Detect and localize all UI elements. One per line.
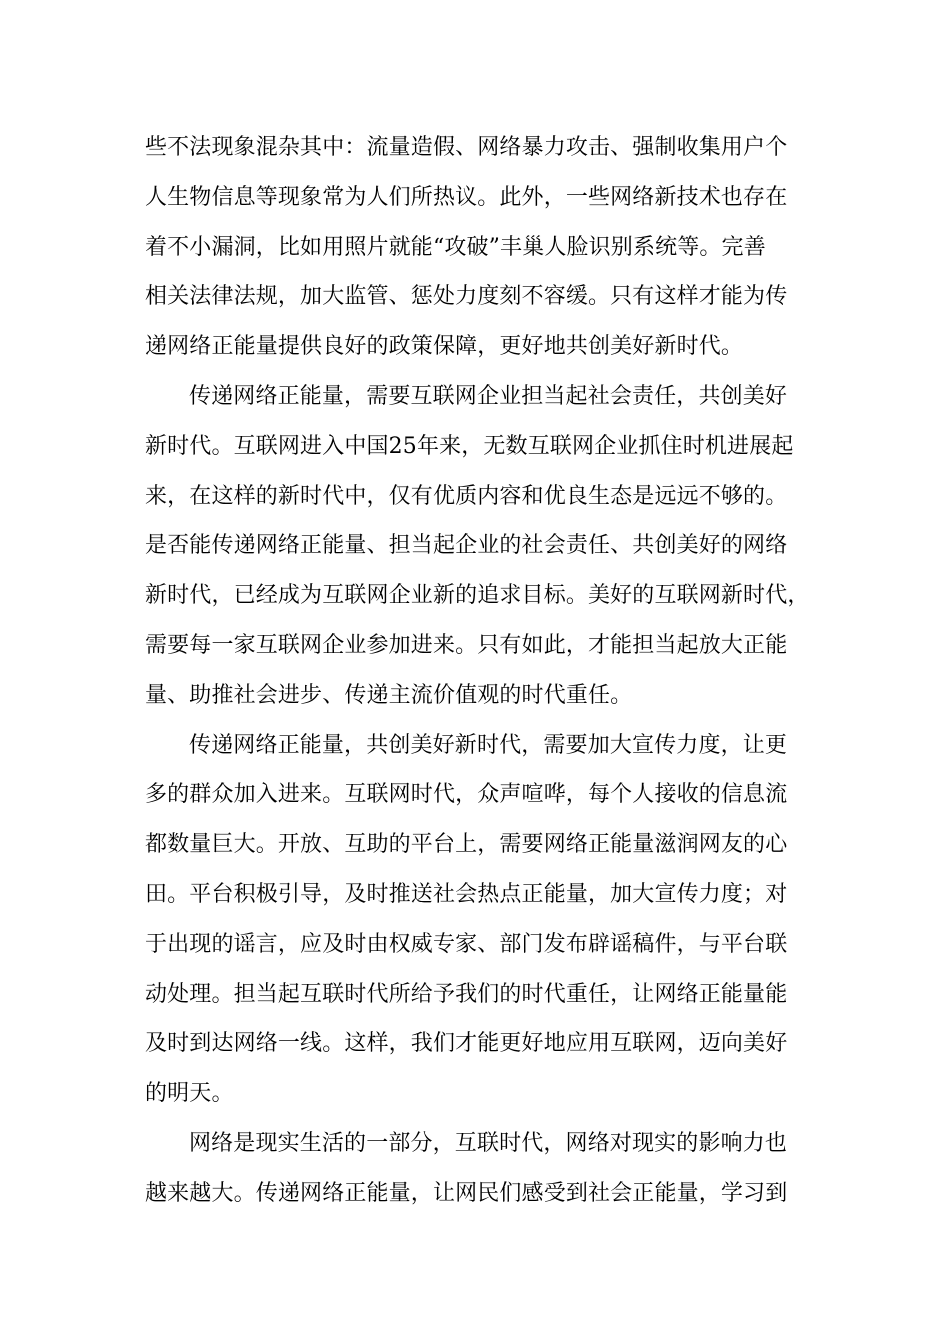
text-line: 新时代，已经成为互联网企业新的追求目标。美好的互联网新时代， xyxy=(145,583,810,609)
text-line: 都数量巨大。开放、互助的平台上，需要网络正能量滋润网友的心 xyxy=(145,832,788,858)
text-line: 量、助推社会进步、传递主流价值观的时代重任。 xyxy=(145,682,633,708)
text-line: 网络是现实生活的一部分，互联时代，网络对现实的影响力也 xyxy=(189,1130,788,1156)
text-line: 些不法现象混杂其中：流量造假、网络暴力攻击、强制收集用户个 xyxy=(145,135,788,160)
text-line: 是否能传递网络正能量、担当起企业的社会责任、共创美好的网络 xyxy=(145,533,788,559)
paragraph-4 xyxy=(145,1119,805,1219)
text-line: 人生物信息等现象常为人们所热议。此外，一些网络新技术也存在 xyxy=(145,184,788,210)
text-line: 着不小漏洞，比如用照片就能“攻破”丰巢人脸识别系统等。完善 xyxy=(145,234,766,260)
text-line: 及时到达网络一线。这样，我们才能更好地应用互联网，迈向美好 xyxy=(145,1031,788,1057)
paragraph-1 xyxy=(145,123,805,372)
text-line: 新时代。互联网进入中国25年来，无数互联网企业抓住时机进展起 xyxy=(145,433,794,459)
text-line: 需要每一家互联网企业参加进来。只有如此，才能担当起放大正能 xyxy=(145,632,788,658)
paragraph-3 xyxy=(145,721,805,1119)
text-line: 动处理。担当起互联时代所给予我们的时代重任，让网络正能量能 xyxy=(145,981,788,1007)
text-line: 于出现的谣言，应及时由权威专家、部门发布辟谣稿件，与平台联 xyxy=(145,931,788,957)
text-line: 来，在这样的新时代中，仅有优质内容和优良生态是远远不够的。 xyxy=(145,483,788,509)
text-line: 传递网络正能量，共创美好新时代，需要加大宣传力度，让更 xyxy=(189,732,788,758)
text-line: 的明天。 xyxy=(145,1081,234,1107)
text-line: 多的群众加入进来。互联网时代，众声喧哗，每个人接收的信息流 xyxy=(145,782,788,808)
text-line: 田。平台积极引导，及时推送社会热点正能量，加大宣传力度；对 xyxy=(145,881,788,907)
text-line: 相关法律法规，加大监管、惩处力度刻不容缓。只有这样才能为传 xyxy=(145,284,788,310)
text-line: 越来越大。传递网络正能量，让网民们感受到社会正能量，学习到 xyxy=(145,1180,788,1206)
text-line: 传递网络正能量，需要互联网企业担当起社会责任，共创美好 xyxy=(189,383,788,409)
document-body xyxy=(145,123,810,1219)
text-line: 递网络正能量提供良好的政策保障，更好地共创美好新时代。 xyxy=(145,334,744,360)
paragraph-2 xyxy=(145,372,810,721)
